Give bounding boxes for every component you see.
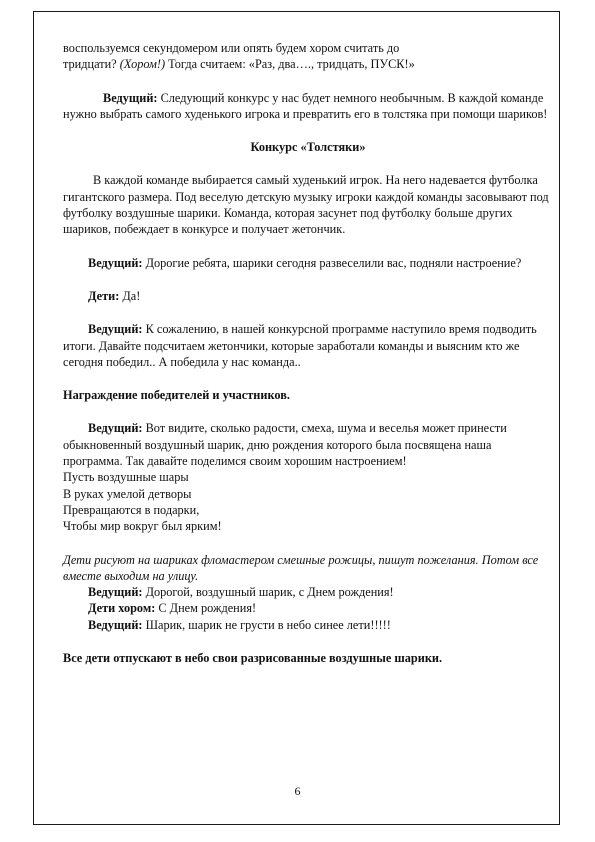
children-reply — [63, 288, 553, 304]
speaker-children-chorus: Дети хором: — [88, 601, 156, 616]
children-chorus-text: С Днем рождения! — [155, 601, 257, 616]
host-farewell-text: Шарик, шарик не грусти в небо синее лети!!!!! — [142, 617, 391, 632]
contest-description: В каждой команде выбирается самый худенький игрок. На него надевается футболка гигантского размера. Под веселую детскую музыку игроки каждой команды засовывают под футболку воздушные шарики. Команда, которая засунет под футболку больше других шариков, побеждает в конкурсе и получает жетончик. — [63, 173, 549, 237]
continuation-line-2-start: тридцати? — [63, 57, 120, 72]
host-birthday-wish — [63, 584, 553, 600]
speaker-children: Дети: — [88, 288, 120, 303]
stage-direction: Дети рисуют на шариках фломастером смешные рожицы, пишут пожелания. Потом все вместе выходим на улицу. — [63, 552, 539, 583]
closing-direction: Все дети отпускают в небо свои разрисованные воздушные шарики. — [63, 651, 443, 666]
host-closing-speech-text: Вот видите, сколько радости, смеха, шума и веселья может принести обыкновенный воздушный шарик, дню рождения которого была посвящена наша программа. Так давайте поделимся своим хорошим настроением! — [63, 421, 507, 469]
host-farewell — [63, 617, 553, 633]
paragraph-continuation — [63, 40, 553, 73]
stage-remark-chorus: (Хором!) — [119, 57, 166, 72]
speaker-host: Ведущий: — [88, 617, 143, 632]
speaker-host: Ведущий: — [103, 90, 158, 105]
children-reply-text: Да! — [119, 288, 141, 303]
host-announcement — [63, 90, 553, 123]
poem-line-2: В руках умелой детворы — [63, 486, 192, 501]
host-question-text: Дорогие ребята, шарики сегодня развеселили вас, подняли настроение? — [142, 255, 522, 270]
host-closing-speech — [63, 420, 553, 469]
continuation-line-1: воспользуемся секундомером или опять будем хором считать до — [63, 41, 400, 55]
awards-heading: Награждение победителей и участников. — [63, 388, 290, 403]
speaker-host: Ведущий: — [88, 255, 143, 270]
poem-line-4: Чтобы мир вокруг был ярким! — [63, 519, 222, 534]
contest-title: Конкурс «Толстяки» — [250, 140, 366, 155]
poem-line-1: Пусть воздушные шары — [63, 470, 189, 485]
host-birthday-wish-text: Дорогой, воздушный шарик, с Днем рождения! — [142, 585, 394, 600]
document-body — [63, 40, 553, 666]
speaker-host: Ведущий: — [88, 322, 143, 337]
page-number: 6 — [294, 784, 301, 798]
host-results — [63, 321, 553, 370]
host-results-text: К сожалению, в нашей конкурсной программе наступило время подводить итоги. Давайте подсчитаем жетончики, которые заработали команды и выясним кто же сегодня победил.. А победила у нас команда.. — [63, 322, 537, 369]
continuation-line-2-end: Тогда считаем: «Раз, два…., тридцать, ПУСК!» — [165, 57, 415, 72]
speaker-host: Ведущий: — [88, 585, 143, 600]
host-announcement-text: Следующий конкурс у нас будет немного необычным. В каждой команде нужно выбрать самого худенького игрока и превратить его в толстяка при помощи шариков! — [63, 90, 548, 121]
host-question — [63, 255, 553, 271]
poem-line-3: Превращаются в подарки, — [63, 502, 200, 517]
speaker-host: Ведущий: — [88, 421, 143, 436]
children-chorus — [63, 600, 553, 616]
